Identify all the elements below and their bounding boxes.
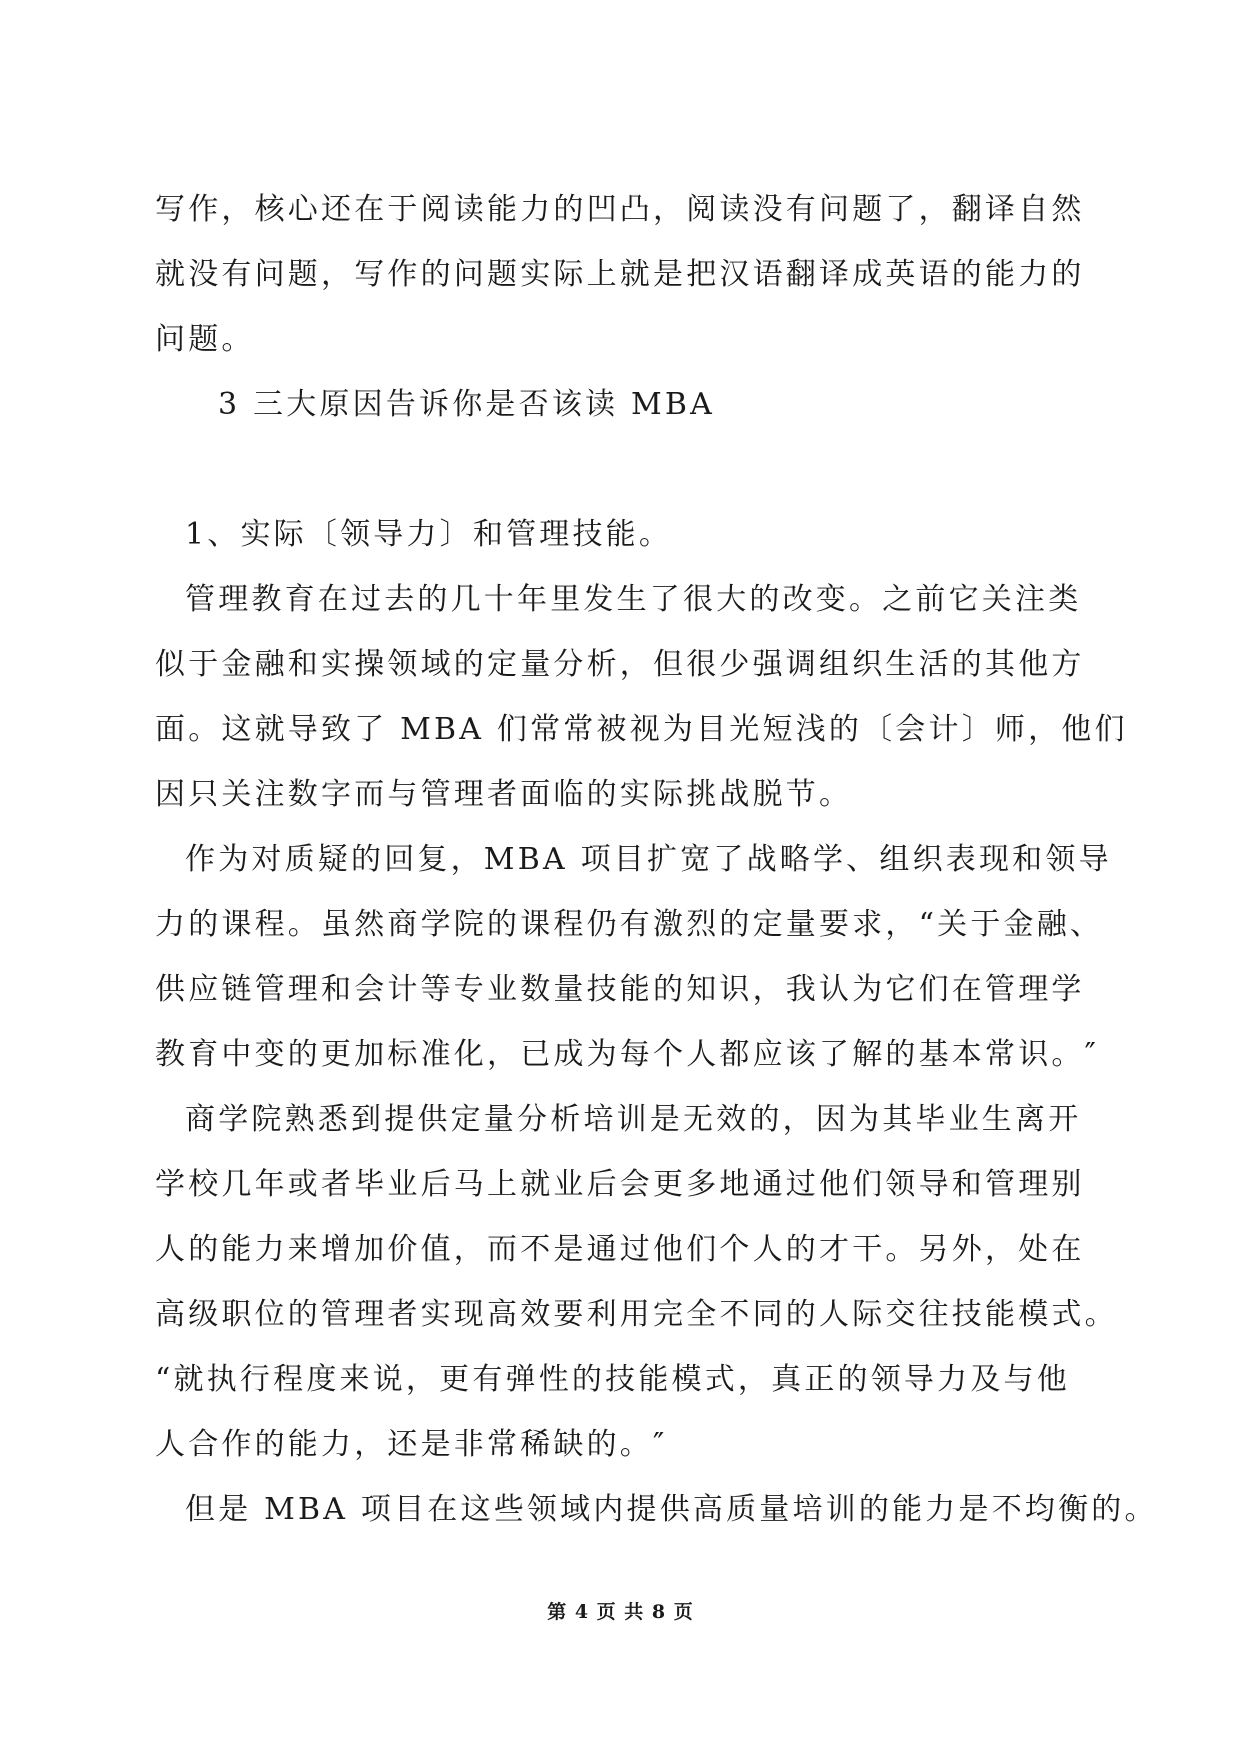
text-line: 人合作的能力，还是非常稀缺的。″ [155, 1427, 668, 1462]
text-line: 就没有问题，写作的问题实际上就是把汉语翻译成英语的能力的 [155, 257, 1085, 292]
text-line: 教育中变的更加标准化，已成为每个人都应该了解的基本常识。″ [155, 1037, 1100, 1072]
text-line: “就执行程度来说，更有弹性的技能模式，真正的领导力及与他 [155, 1362, 1070, 1397]
text-line: 问题。 [155, 322, 255, 357]
text-line: 高级职位的管理者实现高效要利用完全不同的人际交往技能模式。 [155, 1297, 1118, 1332]
subheading: 1、实际〔领导力〕和管理技能。 [185, 517, 673, 552]
text-line: 面。这就导致了 MBA 们常常被视为目光短浅的〔会计〕师，他们 [155, 712, 1128, 747]
text-line: 但是 MBA 项目在这些领域内提供高质量培训的能力是不均衡的。 [185, 1492, 1158, 1527]
text-line: 写作，核心还在于阅读能力的凹凸，阅读没有问题了，翻译自然 [155, 192, 1085, 227]
text-line: 因只关注数字而与管理者面临的实际挑战脱节。 [155, 777, 853, 812]
text-line: 力的课程。虽然商学院的课程仍有激烈的定量要求，“关于金融、 [155, 907, 1104, 942]
text-line: 商学院熟悉到提供定量分析培训是无效的，因为其毕业生离开 [185, 1102, 1082, 1137]
section-heading: 3 三大原因告诉你是否该读 MBA [218, 387, 715, 422]
text-line: 管理教育在过去的几十年里发生了很大的改变。之前它关注类 [185, 582, 1082, 617]
text-line: 作为对质疑的回复，MBA 项目扩宽了战略学、组织表现和领导 [185, 842, 1112, 877]
text-line: 人的能力来增加价值，而不是通过他们个人的才干。另外，处在 [155, 1232, 1085, 1267]
text-line: 似于金融和实操领域的定量分析，但很少强调组织生活的其他方 [155, 647, 1085, 682]
page-number-footer: 第 4 页 共 8 页 [547, 1601, 694, 1623]
text-line: 供应链管理和会计等专业数量技能的知识，我认为它们在管理学 [155, 972, 1085, 1007]
text-line: 学校几年或者毕业后马上就业后会更多地通过他们领导和管理别 [155, 1167, 1085, 1202]
